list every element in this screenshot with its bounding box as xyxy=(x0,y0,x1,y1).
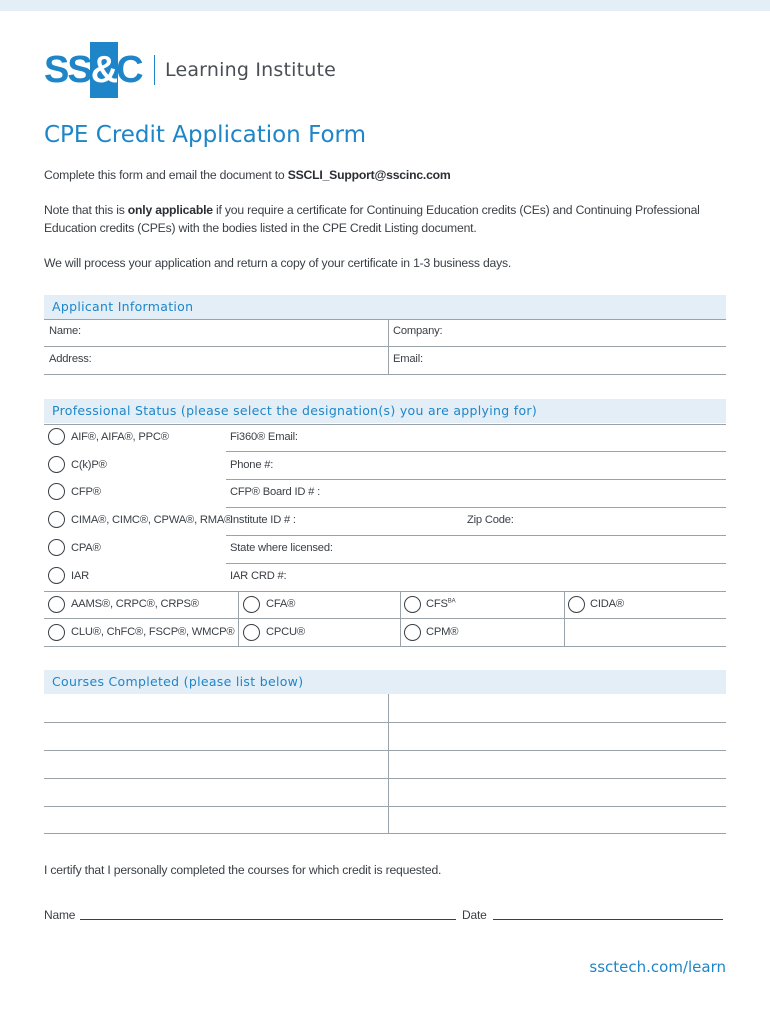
course-row-line[interactable] xyxy=(44,722,726,723)
phone-field[interactable]: Phone #: xyxy=(230,459,274,471)
iar-crd-field[interactable]: IAR CRD #: xyxy=(230,570,287,582)
logo-wordmark: SS&C xyxy=(44,49,142,91)
support-email[interactable]: SSCLI_Support@sscinc.com xyxy=(287,168,451,182)
radio-aif[interactable] xyxy=(48,428,65,445)
cfp-board-id-field[interactable]: CFP® Board ID # : xyxy=(230,486,321,498)
divider xyxy=(400,591,401,646)
designation-label: C(k)P® xyxy=(71,459,107,471)
divider xyxy=(44,374,726,375)
divider xyxy=(238,591,239,646)
radio-cfa[interactable] xyxy=(243,596,260,613)
page-title: CPE Credit Application Form xyxy=(44,122,367,148)
top-band xyxy=(0,0,770,11)
state-licensed-field[interactable]: State where licensed: xyxy=(230,542,333,554)
logo-divider xyxy=(154,55,155,85)
zip-code-field[interactable]: Zip Code: xyxy=(467,514,514,526)
designation-label: CIDA® xyxy=(590,598,624,610)
designation-label: CLU®, ChFC®, FSCP®, WMCP® xyxy=(71,626,235,638)
logo-subtitle: Learning Institute xyxy=(165,59,337,81)
divider xyxy=(44,591,726,592)
intro-process: We will process your application and return a copy of your certificate in 1-3 business days. xyxy=(44,256,512,270)
divider xyxy=(44,646,726,647)
intro-note: Note that this is only applicable if you require a certificate for Continuing Education credits (CEs) and Continuing Professional Education credits (CPEs) with the bodies listed in the CPE Credit Listing document. xyxy=(44,203,700,235)
radio-clu[interactable] xyxy=(48,624,65,641)
email-field[interactable]: Email: xyxy=(393,353,423,365)
divider xyxy=(226,479,726,480)
radio-cfp[interactable] xyxy=(48,483,65,500)
radio-cpm[interactable] xyxy=(404,624,421,641)
radio-cpa[interactable] xyxy=(48,539,65,556)
designation-label: CFP® xyxy=(71,486,101,498)
applicant-section-header: Applicant Information xyxy=(44,295,726,319)
signature-name-line[interactable] xyxy=(80,919,456,920)
radio-cfs[interactable] xyxy=(404,596,421,613)
designation-label: AIF®, AIFA®, PPC® xyxy=(71,431,169,443)
signature-name-label: Name xyxy=(44,908,76,922)
radio-cpcu[interactable] xyxy=(243,624,260,641)
designation-label: $CFS^{BA}$ xyxy=(426,598,456,610)
course-row-line[interactable] xyxy=(44,806,726,807)
radio-iar[interactable] xyxy=(48,567,65,584)
divider xyxy=(44,424,726,425)
address-field[interactable]: Address: xyxy=(49,353,92,365)
divider xyxy=(44,346,726,347)
fi360-email-field[interactable]: Fi360® Email: xyxy=(230,431,298,443)
company-field[interactable]: Company: xyxy=(393,325,443,337)
divider xyxy=(564,591,565,646)
divider xyxy=(226,451,726,452)
radio-ckp[interactable] xyxy=(48,456,65,473)
professional-section-header: Professional Status (please select the designation(s) you are applying for) xyxy=(44,399,726,423)
designation-label: CIMA®, CIMC®, CPWA®, RMA® xyxy=(71,514,233,526)
radio-cima[interactable] xyxy=(48,511,65,528)
course-row-line[interactable] xyxy=(44,833,726,834)
radio-aams[interactable] xyxy=(48,596,65,613)
designation-label: CFA® xyxy=(266,598,296,610)
intro-email-line: Complete this form and email the document to SSCLI_Support@sscinc.com xyxy=(44,168,451,182)
designation-label: CPA® xyxy=(71,542,101,554)
divider xyxy=(388,694,389,834)
certify-statement: I certify that I personally completed the courses for which credit is requested. xyxy=(44,863,442,877)
divider xyxy=(226,535,726,536)
ssc-logo xyxy=(44,42,336,98)
designation-label: CPM® xyxy=(426,626,459,638)
designation-label: IAR xyxy=(71,570,90,582)
signature-date-line[interactable] xyxy=(493,919,723,920)
course-row-line[interactable] xyxy=(44,778,726,779)
course-row-line[interactable] xyxy=(44,750,726,751)
ssc-logo-mark xyxy=(44,42,148,98)
designation-label: CPCU® xyxy=(266,626,305,638)
divider xyxy=(44,319,726,320)
divider xyxy=(44,618,726,619)
footer-link[interactable]: ssctech.com/learn xyxy=(589,958,726,976)
divider xyxy=(226,563,726,564)
courses-section-header: Courses Completed (please list below) xyxy=(44,670,726,694)
divider xyxy=(388,319,389,374)
designation-label: AAMS®, CRPC®, CRPS® xyxy=(71,598,199,610)
radio-cida[interactable] xyxy=(568,596,585,613)
signature-date-label: Date xyxy=(462,908,487,922)
name-field[interactable]: Name: xyxy=(49,325,81,337)
institute-id-field[interactable]: Institute ID # : xyxy=(230,514,296,526)
divider xyxy=(226,507,726,508)
